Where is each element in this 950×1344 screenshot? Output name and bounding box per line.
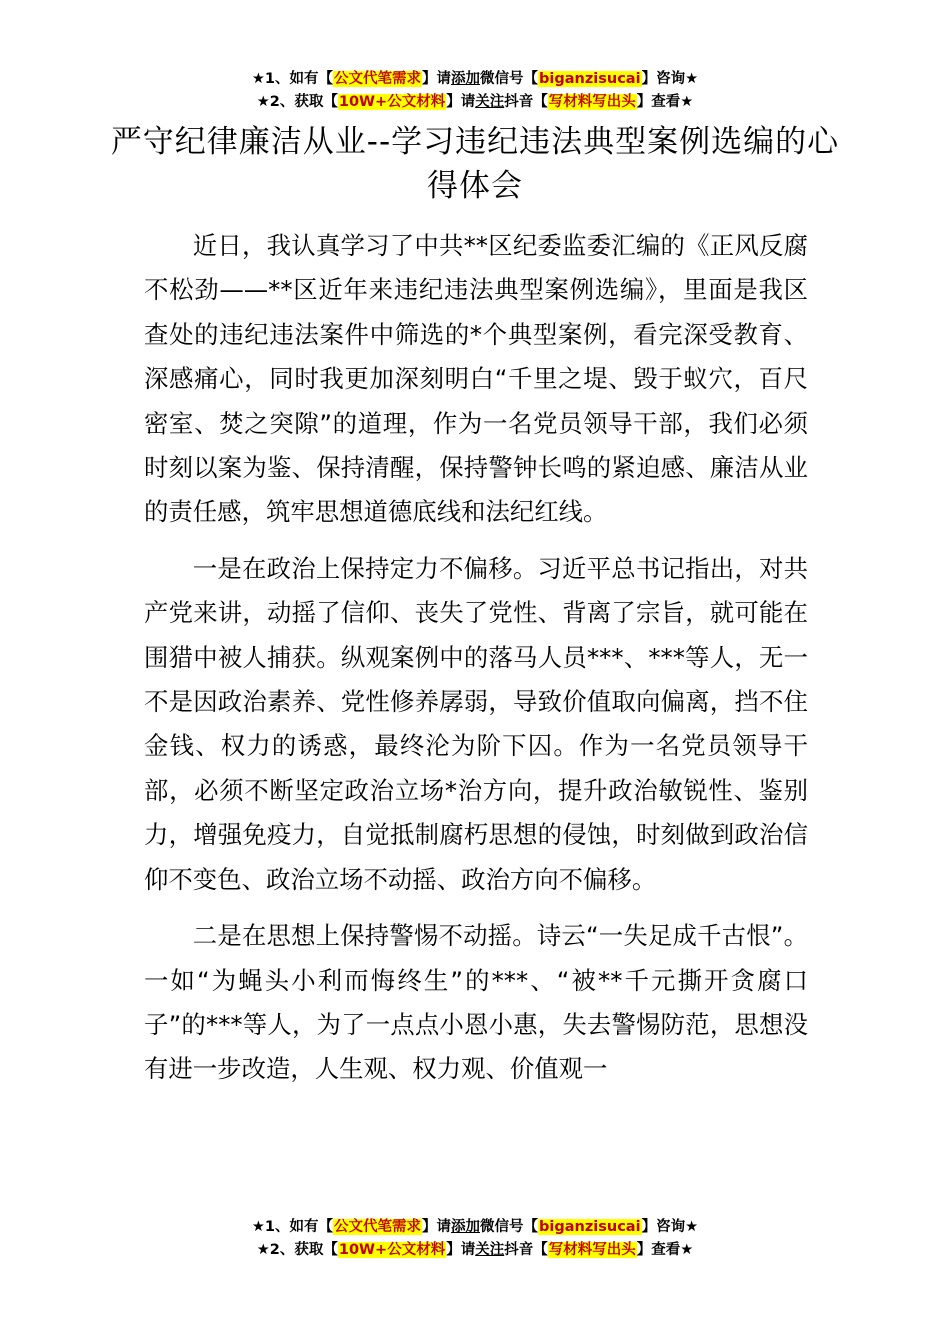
promo-line-2: ★2、获取【10W+公文材料】请关注抖音【写材料写出头】查看★ bbox=[256, 1242, 694, 1258]
highlight-douyin-account: 写材料写出头 bbox=[548, 1242, 636, 1258]
promo-banner-bottom bbox=[0, 1216, 950, 1262]
promo-banner-top bbox=[0, 68, 950, 114]
promo-line-1: ★1、如有【公文代笔需求】请添加微信号【biganzisucai】咨询★ bbox=[251, 71, 699, 87]
highlight-materials: 10W+公文材料 bbox=[338, 94, 446, 110]
highlight-writing-service: 公文代笔需求 bbox=[334, 71, 422, 87]
highlight-wechat-id: biganzisucai bbox=[539, 1219, 641, 1235]
highlight-douyin-account: 写材料写出头 bbox=[548, 94, 636, 110]
promo-line-1: ★1、如有【公文代笔需求】请添加微信号【biganzisucai】咨询★ bbox=[251, 1219, 699, 1235]
document-title: 严守纪律廉洁从业--学习违纪违法典型案例选编的心得体会 bbox=[110, 124, 840, 204]
document-body bbox=[144, 224, 808, 1104]
highlight-wechat-id: biganzisucai bbox=[539, 71, 641, 87]
underlined-follow: 关注 bbox=[475, 94, 505, 110]
highlight-materials: 10W+公文材料 bbox=[338, 1242, 446, 1258]
underlined-add: 添加 bbox=[451, 71, 481, 87]
paragraph-intro: 近日，我认真学习了中共**区纪委监委汇编的《正风反腐不松劲——**区近年来违纪违法典型案例选编》，里面是我区查处的违纪违法案件中筛选的*个典型案例，看完深受教育、深感痛心，同时我更加深刻明白“千里之堤、毁于蚁穴，百尺密室、焚之突隙”的道理，作为一名党员领导干部，我们必须时刻以案为鉴、保持清醒，保持警钟长鸣的紧迫感、廉洁从业的责任感，筑牢思想道德底线和法纪红线。 bbox=[144, 231, 808, 527]
highlight-writing-service: 公文代笔需求 bbox=[334, 1219, 422, 1235]
underlined-follow: 关注 bbox=[475, 1242, 505, 1258]
promo-line-2: ★2、获取【10W+公文材料】请关注抖音【写材料写出头】查看★ bbox=[256, 94, 694, 110]
paragraph-point-two: 二是在思想上保持警惕不动摇。诗云“一失足成千古恨”。一如“为蝇头小利而悔终生”的***、“被**千元撕开贪腐口子”的***等人，为了一点点小恩小惠，失去警惕防范，思想没有进一步改造，人生观、权力观、价值观一 bbox=[144, 921, 808, 1084]
underlined-add: 添加 bbox=[451, 1219, 481, 1235]
paragraph-point-one: 一是在政治上保持定力不偏移。习近平总书记指出，对共产党来讲，动摇了信仰、丧失了党性、背离了宗旨，就可能在围猎中被人捕获。纵观案例中的落马人员***、***等人，无一不是因政治素养、党性修养孱弱，导致价值取向偏离，挡不住金钱、权力的诱惑，最终沦为阶下囚。作为一名党员领导干部，必须不断坚定政治立场*治方向，提升政治敏锐性、鉴别力，增强免疫力，自觉抵制腐朽思想的侵蚀，时刻做到政治信仰不变色、政治立场不动摇、政治方向不偏移。 bbox=[144, 553, 808, 894]
